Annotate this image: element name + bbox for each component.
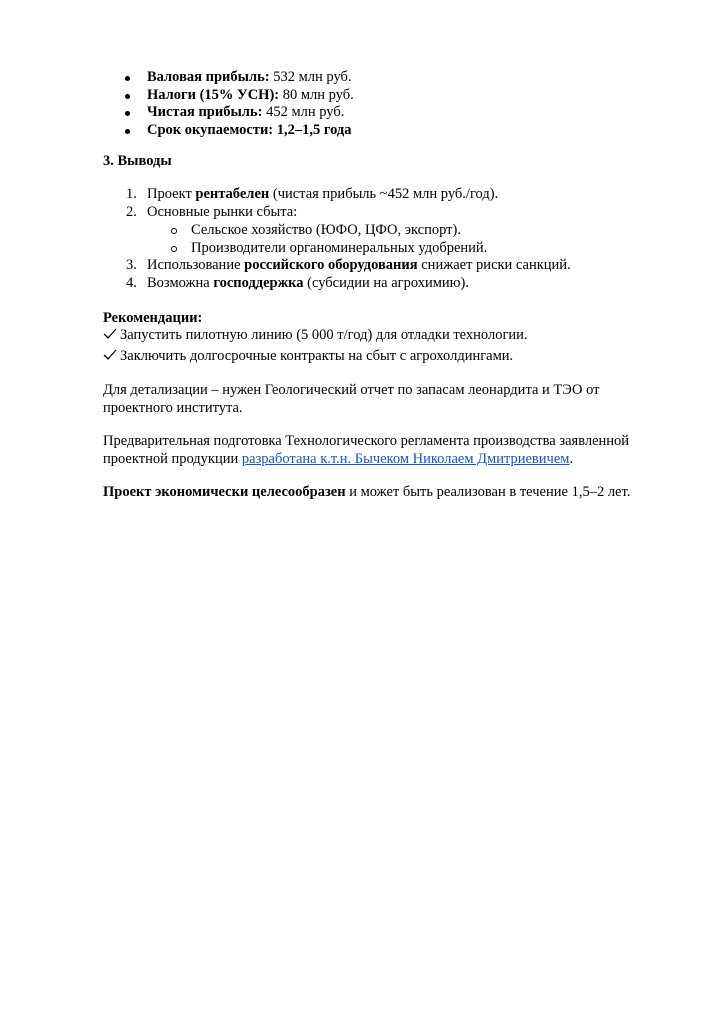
list-item: 4. Возможна господдержка (субсидии на агрохимию). (126, 274, 469, 291)
conclusions-list-part2 (120, 257, 571, 292)
conclusions-list-part1 (120, 186, 498, 221)
bullet-icon (125, 111, 130, 116)
recommendation-item: Запустить пилотную линию (5 000 т/год) для отладки технологии. (103, 327, 664, 345)
list-item: Налоги (15% УСН): 80 млн руб. (120, 87, 354, 105)
check-icon (103, 349, 117, 361)
author-link[interactable]: разработана к.т.н. Бычеком Николаем Дмитриевичем (241, 450, 570, 467)
markets-sublist (171, 222, 487, 257)
list-item: Сельское хозяйство (ЮФО, ЦФО, экспорт). (171, 222, 487, 240)
bullet-icon (125, 76, 130, 81)
list-item: 3. Использование российского оборудования снижает риски санкций. (126, 257, 571, 273)
recommendation-item: Заключить долгосрочные контракты на сбыт с агрохолдингами. (103, 348, 664, 366)
list-item: Производители органоминеральных удобрений. (171, 240, 487, 258)
financial-summary-list (120, 69, 354, 139)
list-item: 2. Основные рынки сбыта: (126, 203, 298, 220)
circle-bullet-icon (171, 246, 177, 252)
list-item: Валовая прибыль: 532 млн руб. (120, 69, 354, 87)
bullet-icon (125, 94, 130, 99)
regulation-note-paragraph: Предварительная подготовка Технологического регламента производства заявленной проектной продукции разработана к.т.н. Бычеком Николаем Дмитриевичем. (103, 433, 630, 467)
list-item: Чистая прибыль: 452 млн руб. (120, 104, 354, 122)
detail-note-paragraph: Для детализации – нужен Геологический отчет по запасам леонардита и ТЭО от проектного института. (103, 382, 600, 416)
section-heading-conclusions: 3. Выводы (103, 153, 172, 169)
final-conclusion-paragraph: Проект экономически целесообразен и может быть реализован в течение 1,5–2 лет. (103, 484, 631, 500)
circle-bullet-icon (171, 228, 177, 234)
section-heading-recommendations: Рекомендации: (103, 310, 203, 326)
bullet-icon (125, 129, 130, 134)
list-item: Срок окупаемости: 1,2–1,5 года (120, 122, 354, 140)
check-icon (103, 328, 117, 340)
list-item: 1. Проект рентабелен (чистая прибыль ~452 млн руб./год). (126, 186, 499, 202)
